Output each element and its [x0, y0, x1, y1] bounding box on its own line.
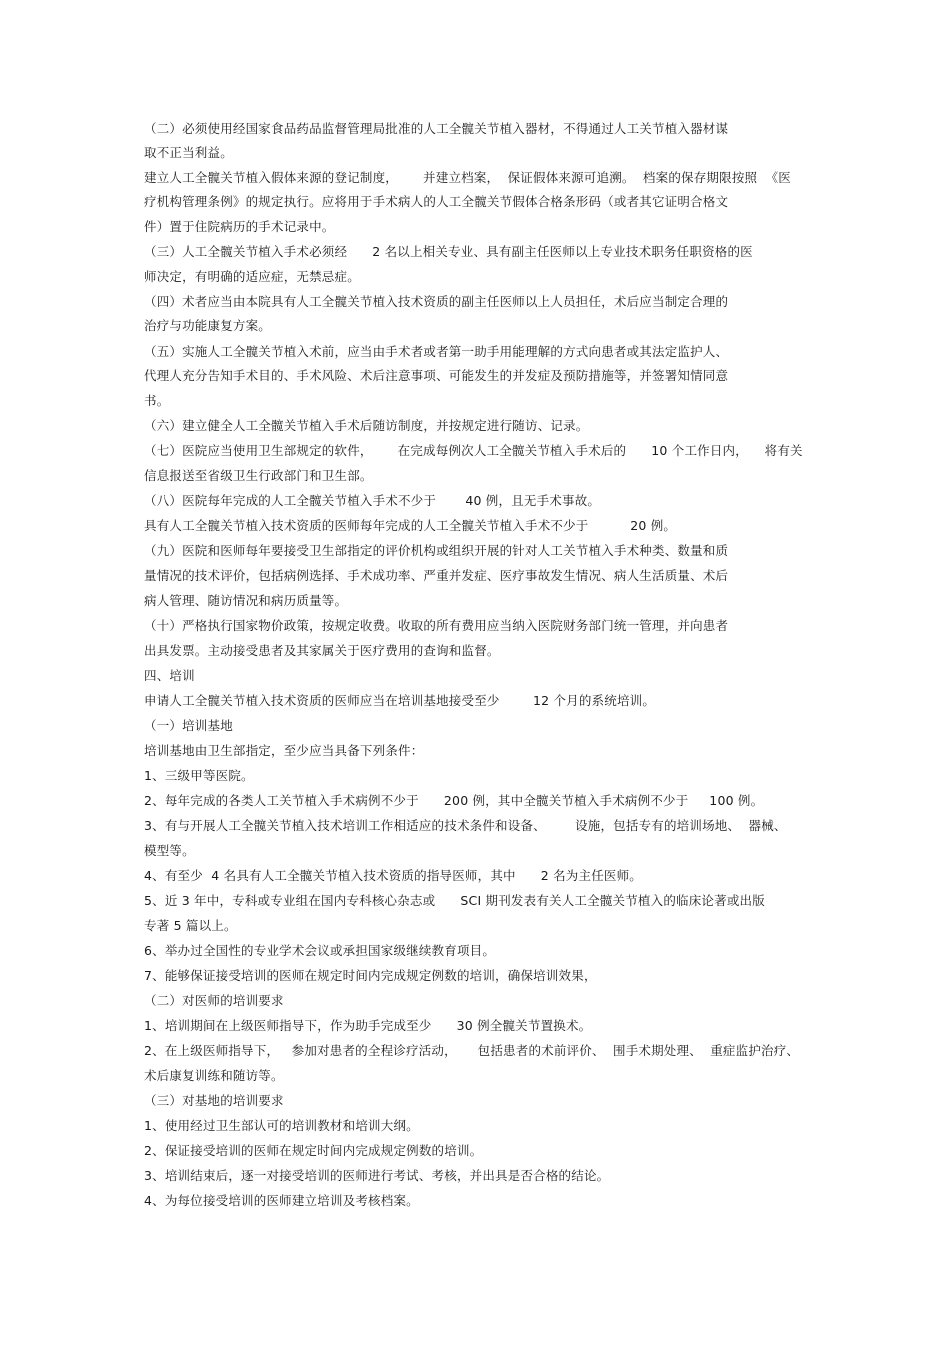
text-line: 术后康复训练和随访等。: [144, 1068, 284, 1083]
text-line: 出具发票。主动接受患者及其家属关于医疗费用的查询和监督。: [144, 643, 500, 658]
text-line: 量情况的技术评价，包括病例选择、手术成功率、严重并发症、医疗事故发生情况、病人生活质量、术后: [144, 568, 729, 583]
subsection-heading: （三）对基地的培训要求: [144, 1093, 284, 1108]
list-item: 2、保证接受培训的医师在规定时间内完成规定例数的培训。: [144, 1143, 483, 1158]
list-item: 4、有至少 4 名具有人工全髋关节植入技术资质的指导医师，其中 2 名为主任医师。: [144, 868, 642, 883]
text-line: 书。: [144, 393, 170, 408]
text-line: （三）人工全髋关节植入手术必须经 2 名以上相关专业、具有副主任医师以上专业技术职务任职资格的医: [144, 244, 753, 259]
text-line: （九）医院和医师每年要接受卫生部指定的评价机构或组织开展的针对人工关节植入手术种类、数量和质: [144, 543, 729, 558]
list-item: 3、有与开展人工全髋关节植入技术培训工作相适应的技术条件和设备、 设施，包括专有的培训场地、 器械、: [144, 818, 787, 833]
list-item: 1、培训期间在上级医师指导下，作为助手完成至少 30 例全髋关节置换术。: [144, 1018, 592, 1033]
list-item: 3、培训结束后，逐一对接受培训的医师进行考试、考核，并出具是否合格的结论。: [144, 1168, 610, 1183]
list-item: 5、近 3 年中，专科或专业组在国内专科核心杂志或 SCI 期刊发表有关人工全髋关节植入的临床论著或出版: [144, 893, 765, 908]
section-heading: 四、培训: [144, 668, 195, 683]
text-line: 治疗与功能康复方案。: [144, 318, 272, 333]
text-line: 师决定，有明确的适应症，无禁忌症。: [144, 269, 360, 284]
text-line: 信息报送至省级卫生行政部门和卫生部。: [144, 468, 373, 483]
text-line: 件）置于住院病历的手术记录中。: [144, 219, 335, 234]
text-line: （五）实施人工全髋关节植入术前，应当由手术者或者第一助手用能理解的方式向患者或其法定监护人、: [144, 344, 729, 359]
list-item: 2、每年完成的各类人工关节植入手术病例不少于 200 例，其中全髋关节植入手术病例不少于 100 例。: [144, 793, 764, 808]
list-item: 6、举办过全国性的专业学术会议或承担国家级继续教育项目。: [144, 943, 496, 958]
text-line: （六）建立健全人工全髋关节植入手术后随访制度，并按规定进行随访、记录。: [144, 418, 589, 433]
text-line: （二）必须使用经国家食品药品监督管理局批准的人工全髋关节植入器材，不得通过人工关节植入器材谋: [144, 121, 729, 136]
text-line: 取不正当利益。: [144, 145, 233, 160]
text-line: 疗机构管理条例》的规定执行。应将用于手术病人的人工全髋关节假体合格条形码（或者其它证明合格文: [144, 194, 729, 209]
subsection-heading: （一）培训基地: [144, 718, 233, 733]
text-line: 建立人工全髋关节植入假体来源的登记制度， 并建立档案， 保证假体来源可追溯。 档案的保存期限按照 《医: [144, 170, 791, 185]
list-item: 1、三级甲等医院。: [144, 768, 254, 783]
text-line: 专著 5 篇以上。: [144, 918, 237, 933]
list-item: 1、使用经过卫生部认可的培训教材和培训大纲。: [144, 1118, 419, 1133]
text-line: （八）医院每年完成的人工全髋关节植入手术不少于 40 例，且无手术事故。: [144, 493, 601, 508]
text-line: （十）严格执行国家物价政策，按规定收费。收取的所有费用应当纳入医院财务部门统一管理，并向患者: [144, 618, 729, 633]
subsection-heading: （二）对医师的培训要求: [144, 993, 284, 1008]
text-line: 模型等。: [144, 843, 195, 858]
text-line: （四）术者应当由本院具有人工全髋关节植入技术资质的副主任医师以上人员担任，术后应当制定合理的: [144, 294, 729, 309]
text-line: 申请人工全髋关节植入技术资质的医师应当在培训基地接受至少 12 个月的系统培训。: [144, 693, 656, 708]
text-line: 代理人充分告知手术目的、手术风险、术后注意事项、可能发生的并发症及预防措施等，并签署知情同意: [144, 368, 729, 383]
text-line: 病人管理、随访情况和病历质量等。: [144, 593, 348, 608]
list-item: 2、在上级医师指导下， 参加对患者的全程诊疗活动， 包括患者的术前评价、 围手术期处理、 重症监护治疗、: [144, 1043, 800, 1058]
list-item: 4、为每位接受培训的医师建立培训及考核档案。: [144, 1193, 419, 1208]
text-line: 具有人工全髋关节植入技术资质的医师每年完成的人工全髋关节植入手术不少于 20 例。: [144, 518, 677, 533]
text-line: 培训基地由卫生部指定，至少应当具备下列条件：: [144, 743, 424, 758]
text-line: （七）医院应当使用卫生部规定的软件， 在完成每例次人工全髋关节植入手术后的 10 个工作日内， 将有关: [144, 443, 803, 458]
list-item: 7、能够保证接受培训的医师在规定时间内完成规定例数的培训，确保培训效果，: [144, 968, 597, 983]
